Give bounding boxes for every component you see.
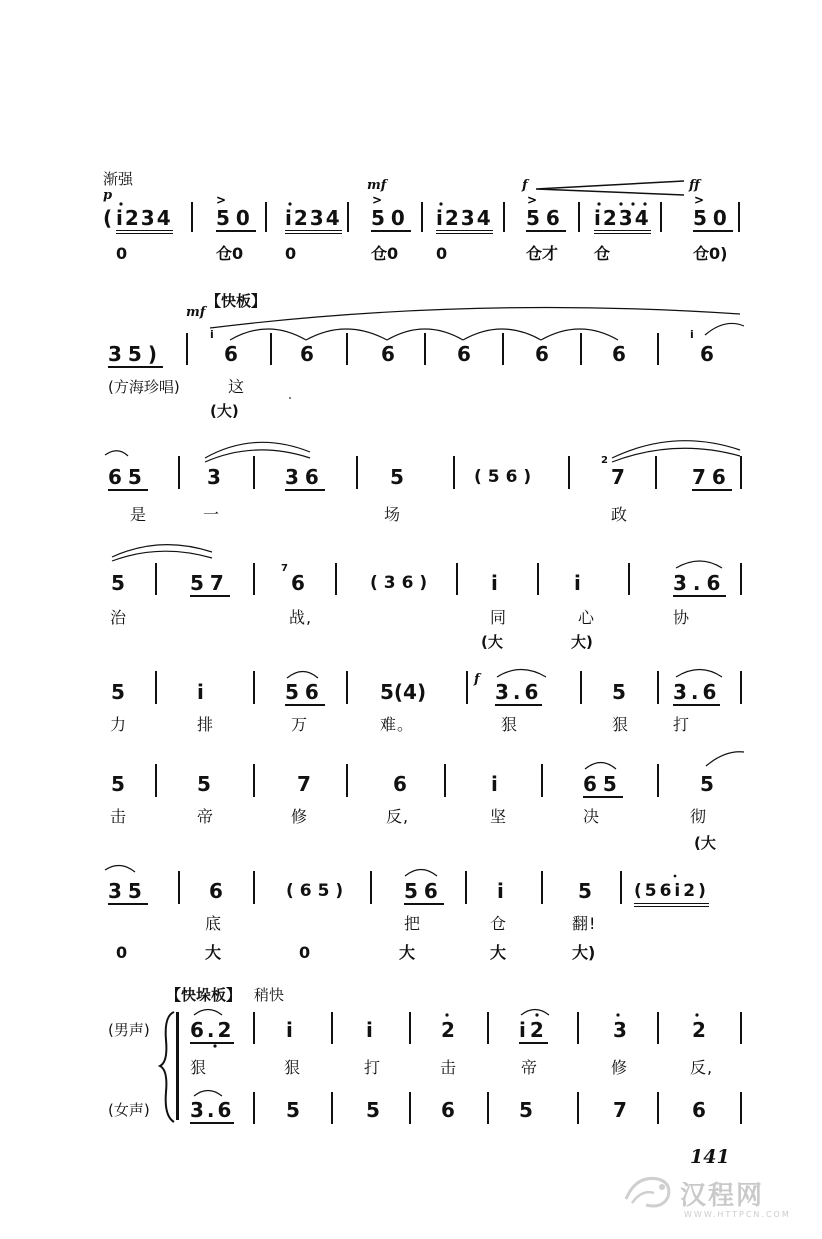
percussion: 仓0	[371, 244, 399, 263]
note: (56)	[474, 467, 538, 487]
slur-arc	[194, 1010, 222, 1016]
percussion: (大)	[210, 402, 239, 420]
accent-mark: >	[216, 193, 227, 207]
note: 5	[111, 571, 125, 595]
lyric: 这	[228, 377, 246, 396]
low-octave-dot	[213, 1044, 216, 1047]
note: (65)	[286, 881, 350, 901]
male-note: 6.2	[190, 1018, 235, 1042]
paren-open: (	[103, 206, 113, 230]
page-number: 141	[690, 1146, 730, 1168]
slur-arc	[521, 1010, 549, 1016]
note: 3	[207, 465, 221, 489]
percussion: 仓	[594, 244, 611, 263]
tempo-note: 稍快	[254, 986, 285, 1004]
accent-mark: >	[694, 193, 705, 207]
measure-note: i234	[116, 207, 173, 234]
measure-note: i234	[594, 207, 651, 234]
percussion: 大	[205, 943, 222, 962]
watermark-url: WWW.HTTPCN.COM	[684, 1210, 791, 1219]
stray-mark	[289, 397, 291, 399]
percussion: 大	[490, 943, 507, 962]
lyric: 狠	[501, 715, 519, 734]
octave-dot	[695, 1013, 698, 1016]
voice-brace	[160, 1012, 174, 1122]
lyric: 击	[440, 1058, 458, 1077]
note: 5	[700, 772, 714, 796]
note: 65	[108, 465, 148, 489]
percussion: 大)	[571, 633, 593, 651]
lyric: 击	[110, 807, 128, 826]
percussion: 0	[116, 244, 128, 263]
lyric: 治	[110, 608, 128, 627]
male-note: i2	[519, 1018, 548, 1042]
percussion: 0	[116, 943, 128, 962]
slur-arc	[105, 451, 128, 456]
slur-arc	[706, 752, 744, 766]
note: 6	[457, 342, 471, 366]
grace-note: i	[690, 328, 694, 341]
grace-note: 2	[601, 455, 608, 466]
singer-label: (方海珍唱)	[108, 378, 180, 396]
note: 57	[190, 571, 230, 595]
octave-dot	[674, 875, 677, 878]
accent-mark: >	[527, 193, 538, 207]
lyric: 决	[583, 807, 601, 826]
lyric: 帝	[197, 807, 215, 826]
female-note: 6	[692, 1098, 706, 1122]
lyric: 打	[364, 1058, 382, 1077]
lyric: 狠	[190, 1058, 208, 1077]
lyric: 打	[673, 715, 691, 734]
female-note: 3.6	[190, 1098, 235, 1122]
watermark-logo-icon	[618, 1169, 676, 1213]
percussion: 仓0)	[693, 244, 728, 263]
octave-dot	[597, 202, 600, 205]
lyric: 是	[130, 505, 148, 524]
note: 5	[111, 680, 125, 704]
tie-arc	[463, 329, 541, 340]
female-note: 5	[519, 1098, 533, 1122]
lyric: 狠	[612, 715, 630, 734]
male-note: 2	[692, 1018, 706, 1042]
note: 7	[297, 772, 311, 796]
percussion: 仓0	[216, 244, 244, 263]
note: 65	[583, 772, 623, 796]
female-voice-label: (女声)	[108, 1101, 150, 1119]
percussion: 0	[436, 244, 448, 263]
slur-arc	[585, 763, 616, 770]
percussion: (大	[481, 633, 503, 651]
measure-note: 56	[526, 206, 566, 230]
measure-note: 50	[216, 206, 256, 230]
octave-dot	[616, 1013, 619, 1016]
measure-note: i234	[436, 207, 493, 234]
tempo-marking: 【快板】	[206, 292, 267, 310]
male-note: 2	[441, 1018, 455, 1042]
note: 6	[612, 342, 626, 366]
grace-note: i	[210, 328, 214, 341]
note: 5(4)	[380, 680, 427, 704]
tempo-marking: 【快垛板】	[166, 986, 242, 1004]
dynamic-ff: ff	[689, 178, 700, 193]
note: 6	[224, 342, 238, 366]
octave-dot	[288, 202, 291, 205]
watermark-text: 汉程网	[680, 1181, 765, 1211]
note: 76	[692, 465, 732, 489]
measure-note: 50	[693, 206, 733, 230]
accent-mark: >	[372, 193, 383, 207]
dynamic-mf: mf	[186, 305, 206, 320]
slur-arc	[287, 672, 318, 679]
lyric: 协	[673, 608, 691, 627]
note: i	[491, 772, 498, 796]
note: (36)	[370, 573, 434, 593]
octave-dot	[439, 202, 442, 205]
octave-dot	[445, 1013, 448, 1016]
female-note: 7	[613, 1098, 627, 1122]
male-note: 3	[613, 1018, 627, 1042]
lyric: 修	[611, 1058, 629, 1077]
lyric: 翻!	[572, 914, 597, 933]
measure-note: i234	[285, 207, 342, 234]
percussion: 仓才	[526, 244, 559, 263]
slur-arc	[105, 865, 135, 872]
note: 7	[611, 465, 625, 489]
female-note: 6	[441, 1098, 455, 1122]
lyric: 把	[404, 914, 422, 933]
lyric: 心	[578, 608, 596, 627]
note: 6	[700, 342, 714, 366]
tie-arc	[541, 329, 618, 340]
male-note: i	[366, 1018, 373, 1042]
note: 35)	[108, 342, 163, 366]
note: (56i2)	[634, 880, 709, 907]
tie-arc	[306, 329, 387, 340]
slur-arc	[405, 870, 437, 877]
lyric: 反,	[690, 1058, 714, 1077]
note: i	[197, 680, 204, 704]
note: 6	[300, 342, 314, 366]
tie-arc	[387, 329, 463, 340]
lyric: 力	[110, 715, 128, 734]
female-note: 5	[286, 1098, 300, 1122]
lyric: 修	[291, 807, 309, 826]
note: 3.6	[673, 571, 727, 595]
note: 6	[291, 571, 305, 595]
note: i	[491, 571, 498, 595]
male-voice-label: (男声)	[108, 1021, 150, 1039]
tie-arc	[705, 323, 744, 335]
dynamic-f: f	[474, 672, 480, 687]
note: 5	[612, 680, 626, 704]
lyric: 坚	[490, 807, 508, 826]
measure-note: 50	[371, 206, 411, 230]
percussion: 0	[299, 943, 311, 962]
note: 6	[535, 342, 549, 366]
note: 56	[285, 680, 325, 704]
lyric: 反,	[386, 807, 410, 826]
tie-arc	[210, 308, 740, 328]
lyric: 仓	[490, 914, 508, 933]
note: 5	[111, 772, 125, 796]
note: i	[574, 571, 581, 595]
watermark	[618, 1165, 818, 1225]
lyric: 排	[197, 715, 215, 734]
tie-arc	[230, 329, 306, 340]
note: 56	[404, 879, 444, 903]
note: 6	[393, 772, 407, 796]
slur-arc	[194, 1091, 222, 1097]
note: 35	[108, 879, 148, 903]
slur-arc	[676, 670, 722, 678]
slur-arc	[676, 561, 722, 568]
octave-dot	[631, 202, 634, 205]
note: 6	[381, 342, 395, 366]
dynamic-f: f	[522, 178, 528, 193]
percussion: 0	[285, 244, 297, 263]
note: 5	[197, 772, 211, 796]
crescendo-marking: 渐强	[103, 170, 134, 188]
lyric: 狠	[284, 1058, 302, 1077]
octave-dot	[643, 202, 646, 205]
note: 5	[390, 465, 404, 489]
grace-note: 7	[281, 563, 288, 574]
lyric: 战,	[289, 608, 313, 627]
lyric: 帝	[521, 1058, 539, 1077]
note: 5	[578, 879, 592, 903]
lyric: 政	[611, 505, 629, 524]
percussion: (大	[694, 834, 716, 852]
octave-dot	[535, 1013, 538, 1016]
dynamic-mf: mf	[367, 178, 387, 193]
male-note: i	[286, 1018, 293, 1042]
lyric: 同	[490, 608, 508, 627]
lyric: 万	[291, 715, 309, 734]
lyric: 底	[205, 914, 223, 933]
dynamic-p: p	[103, 188, 113, 203]
percussion: 大	[399, 943, 416, 962]
octave-dot	[119, 202, 122, 205]
octave-dot	[619, 202, 622, 205]
note: 6	[209, 879, 223, 903]
note: 36	[285, 465, 325, 489]
lyric: 场	[384, 505, 402, 524]
crescendo-hairpin	[536, 181, 684, 195]
note: i	[497, 879, 504, 903]
note: 3.6	[495, 680, 543, 704]
slur-arc	[112, 551, 212, 561]
lyric: 一	[203, 505, 221, 524]
lyric: 难。	[380, 715, 415, 734]
slur-arc	[205, 450, 310, 462]
lyric: 彻	[690, 807, 708, 826]
percussion: 大)	[572, 943, 596, 962]
female-note: 5	[366, 1098, 380, 1122]
slur-arc	[497, 670, 546, 678]
note: 3.6	[673, 680, 721, 704]
